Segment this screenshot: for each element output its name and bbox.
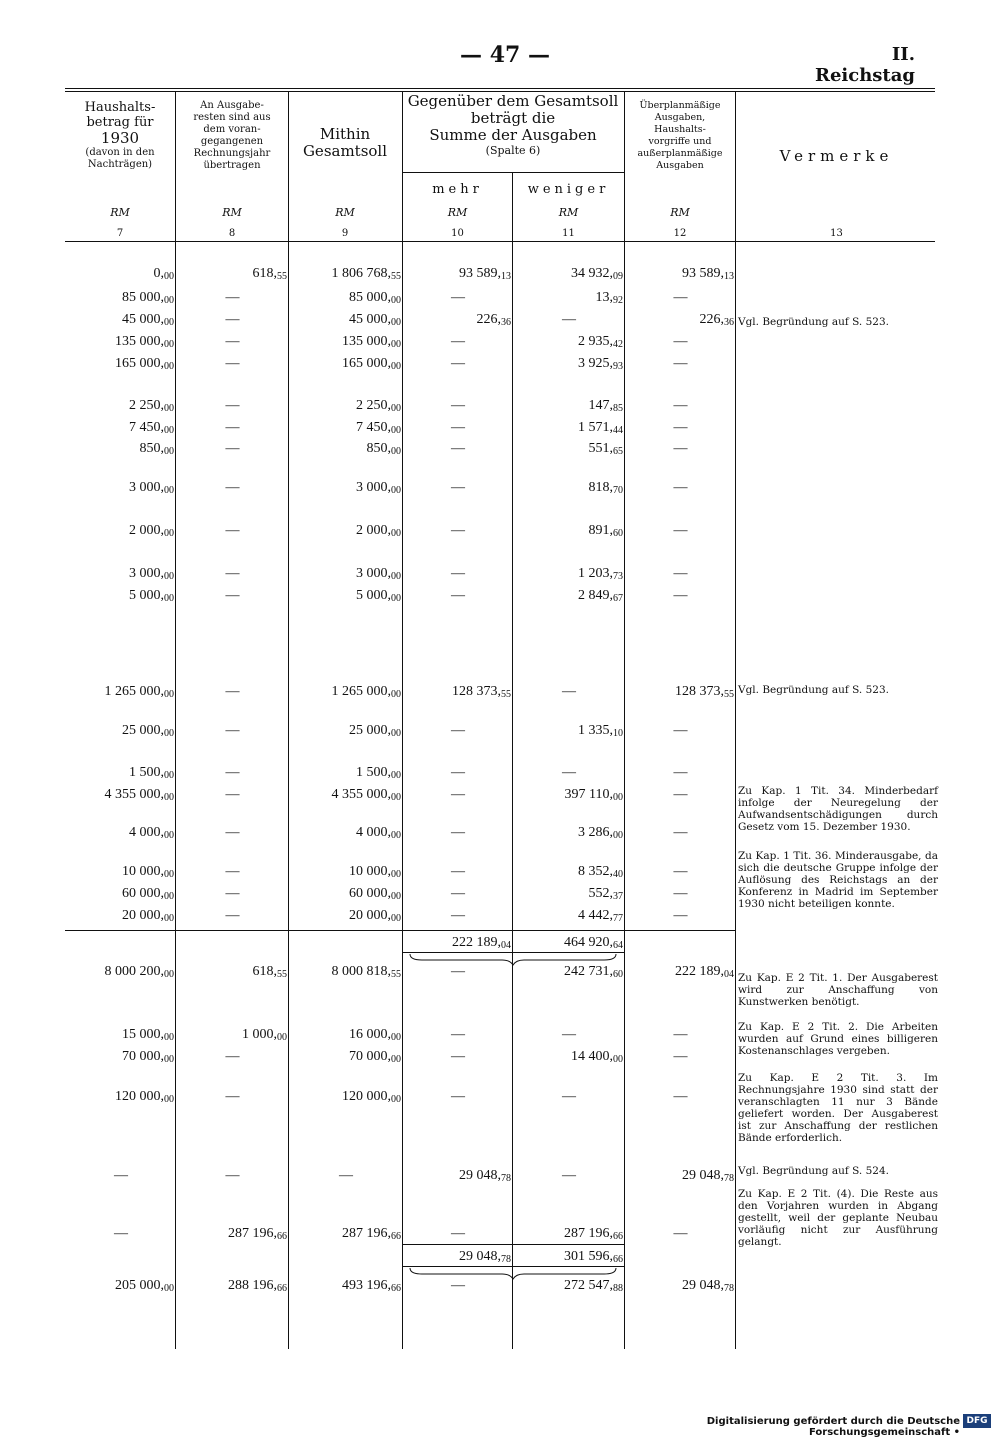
column-number: 11 [562,228,575,239]
table-cell: 34 $932,_{09}$ [571,266,623,282]
column-number: 10 [451,228,464,239]
note: Zu Kap. 1 Tit. 36. Minderausgabe, da sich die deutsche Gruppe infolge der Auflösung des Reichstags an der Konferenz in Madrid im September 1930 nicht beteiligen konnte. [738,850,938,910]
column-number: 12 [673,228,687,239]
table-cell: — [673,825,688,840]
header-text: vorgriffe und [648,136,712,147]
table-cell: — [225,441,240,456]
table-cell: 2 $250,_{00}$ [129,398,174,414]
header-text: Nachträgen) [87,159,153,170]
dfg-logo: DFG [963,1414,991,1428]
table-cell: — [451,480,465,495]
subtotal-rule-right [402,930,735,931]
subtotal2-rule-1 [402,1244,624,1245]
unit-label: RM [222,206,242,219]
table-cell: — [562,1027,576,1042]
table-cell: — [451,765,465,780]
table-cell: 4 $000,_{00}$ [356,825,401,841]
table-cell: 8 000 $818,_{55}$ [331,964,401,980]
note: Zu Kap. E 2 Tit. (4). Die Reste aus den Vorjahren wurden in Abgang gestellt, weil der geplante Neubau vorläufig nicht zur Ausführung gelangt. [738,1188,938,1248]
table-cell: 3 $286,_{00}$ [578,825,623,841]
table-cell: 4 355 $000,_{00}$ [104,787,174,803]
col-divider [175,91,176,1349]
header-text: Gesamtsoll [302,142,388,160]
table-cell: 3 $925,_{93}$ [578,356,623,372]
table-cell: 1 $000,_{00}$ [242,1027,287,1043]
table-cell: — [451,723,465,738]
table-cell: — [114,1168,128,1183]
table-cell: 29 $048,_{78}$ [682,1168,734,1184]
table-cell: 60 $000,_{00}$ [122,886,174,902]
header-text: gegangenen [200,136,264,147]
table-cell: — [673,334,688,349]
table-cell: — [114,1226,128,1241]
table-cell: 135 $000,_{00}$ [342,334,401,350]
table-top-rule [65,88,935,89]
table-cell: — [673,523,688,538]
table-cell: 301 $596,_{66}$ [564,1249,623,1265]
header-text: Rechnungsjahr [193,148,271,159]
table-cell: — [225,312,240,327]
header-col11: weniger [527,182,610,197]
col-divider [402,91,403,1349]
table-cell: — [225,787,240,802]
table-cell: 16 $000,_{00}$ [349,1027,401,1043]
table-cell: — [225,886,240,901]
table-cell: 70 $000,_{00}$ [122,1049,174,1065]
table-cell: 29 $048,_{78}$ [459,1249,511,1265]
table-cell: — [225,1089,240,1104]
table-cell: $552,_{37}$ [588,886,623,902]
table-cell: — [225,523,240,538]
table-cell: — [673,420,688,435]
table-cell: — [451,908,465,923]
table-cell: — [451,356,465,371]
table-cell: 242 $731,_{60}$ [564,964,623,980]
table-cell: — [451,588,465,603]
table-cell: 85 $000,_{00}$ [122,290,174,306]
table-cell: — [451,1049,465,1064]
table-cell: 205 $000,_{00}$ [115,1278,174,1294]
table-cell: $13,_{92}$ [595,290,623,306]
table-cell: — [673,908,688,923]
header-text: außerplanmäßige [637,148,723,159]
table-cell: $551,_{65}$ [588,441,623,457]
table-cell: 8 000 $200,_{00}$ [104,964,174,980]
table-cell: 128 $373,_{55}$ [452,684,511,700]
table-cell: 93 $589,_{13}$ [682,266,734,282]
header-text: Haushalts- [84,100,156,115]
table-cell: — [225,1049,240,1064]
table-cell: — [451,864,465,879]
table-cell: — [225,765,240,780]
table-cell: — [225,864,240,879]
note: Zu Kap. E 2 Tit. 2. Die Arbeiten wurden auf Grund eines billigeren Kostenanschlages vergeben. [738,1021,938,1057]
table-cell: — [673,864,688,879]
header-text: Mithin [319,125,371,143]
table-cell: 1 265 $000,_{00}$ [331,684,401,700]
table-cell: — [225,290,240,305]
table-cell: 5 $000,_{00}$ [356,588,401,604]
unit-label: RM [670,206,690,219]
header-col9 [291,126,399,160]
header-text: betrag für [86,115,154,130]
table-cell: — [225,825,240,840]
table-cell: 8 $352,_{40}$ [578,864,623,880]
table-cell: — [451,886,465,901]
table-cell: 128 $373,_{55}$ [675,684,734,700]
unit-label: RM [558,206,579,219]
table-cell: $0,_{00}$ [153,266,174,282]
table-cell: 1 $500,_{00}$ [356,765,401,781]
table-cell: — [562,312,576,327]
table-cell: 15 $000,_{00}$ [122,1027,174,1043]
table-cell: — [673,1049,688,1064]
table-cell: 10 $000,_{00}$ [349,864,401,880]
table-cell: 3 $000,_{00}$ [129,566,174,582]
table-cell: — [673,1027,688,1042]
note: Zu Kap. E 2 Tit. 3. Im Rechnungsjahre 1930 sind statt der veranschlagten 11 nur 3 Bände geliefert worden. Der Ausgaberest ist zur Anschaffung der restlichen Bände erforderlich. [738,1072,938,1144]
table-cell: 287 $196,_{66}$ [564,1226,623,1242]
header-text: Überplanmäßige [639,100,721,111]
unit-label: RM [447,206,468,219]
table-cell: — [673,588,688,603]
table-cell: — [562,765,576,780]
table-cell: — [451,1089,465,1104]
brace-mark [402,952,624,966]
table-cell: 4 $000,_{00}$ [129,825,174,841]
table-cell: 1 $335,_{10}$ [578,723,623,739]
table-cell: 1 806 $768,_{55}$ [331,266,401,282]
column-number: 8 [228,228,236,239]
header-col8 [178,100,286,172]
column-number: 13 [830,228,843,239]
header-text: (Spalte 6) [485,144,541,157]
table-cell: $850,_{00}$ [366,441,401,457]
table-cell: — [673,290,688,305]
table-cell: 288 $196,_{66}$ [228,1278,287,1294]
note: Vgl. Begründung auf S. 524. [738,1165,889,1177]
table-cell: 5 $000,_{00}$ [129,588,174,604]
table-cell: 2 $849,_{67}$ [578,588,623,604]
mehr-weniger-rule [402,172,624,173]
table-cell: 493 $196,_{66}$ [342,1278,401,1294]
table-cell: — [451,1226,465,1241]
column-number: 7 [116,228,124,239]
table-cell: — [451,566,465,581]
table-cell: 85 $000,_{00}$ [349,290,401,306]
header-text: Ausgaben [656,160,704,171]
header-text: An Ausgabe- [200,100,264,111]
table-cell: 3 $000,_{00}$ [356,566,401,582]
table-cell: $226,_{36}$ [699,312,734,328]
footer-credit: Digitalisierung gefördert durch die Deutsche Forschungsgemeinschaft • [706,1416,960,1438]
table-cell: $850,_{00}$ [139,441,174,457]
table-cell: — [451,420,465,435]
header-text: 1930 [100,129,140,147]
table-cell: — [673,441,688,456]
header-text: dem voran- [203,124,261,135]
table-cell: 60 $000,_{00}$ [349,886,401,902]
table-cell: 4 355 $000,_{00}$ [331,787,401,803]
table-cell: — [562,1168,576,1183]
table-cell: 272 $547,_{88}$ [564,1278,623,1294]
table-cell: — [451,964,465,979]
table-cell: — [225,398,240,413]
table-cell: — [673,787,688,802]
table-cell: 287 $196,_{66}$ [228,1226,287,1242]
header-text: (davon in den [85,147,155,158]
table-cell: — [673,1226,688,1241]
table-cell: 2 $000,_{00}$ [356,523,401,539]
header-text: Ausgaben, [654,112,706,123]
table-cell: 3 $000,_{00}$ [129,480,174,496]
table-cell: 120 $000,_{00}$ [342,1089,401,1105]
header-text: resten sind aus [193,112,271,123]
table-cell: 222 $189,_{04}$ [452,935,511,951]
section-title: II. Reichstag [815,44,915,86]
col-divider [735,91,736,1349]
table-cell: 120 $000,_{00}$ [115,1089,174,1105]
table-cell: 7 $450,_{00}$ [356,420,401,436]
table-cell: — [451,290,465,305]
table-cell: 1 265 $000,_{00}$ [104,684,174,700]
table-cell: 287 $196,_{66}$ [342,1226,401,1242]
table-cell: — [451,398,465,413]
table-cell: — [225,480,240,495]
table-cell: — [451,825,465,840]
table-cell: 2 $250,_{00}$ [356,398,401,414]
header-col10-11 [405,93,621,157]
header-text: Summe der Ausgaben [429,126,597,144]
unit-label: RM [335,206,355,219]
table-cell: — [673,723,688,738]
table-cell: — [451,1278,465,1293]
table-cell: 1 $203,_{73}$ [578,566,623,582]
note: Zu Kap. E 2 Tit. 1. Der Ausgaberest wird zur Anschaffung von Kunstwerken benötigt. [738,972,938,1008]
table-cell: 93 $589,_{13}$ [459,266,511,282]
header-text: Haushalts- [654,124,706,135]
header-col10: mehr [432,182,483,197]
unit-label: RM [110,206,130,219]
header-bottom-rule [65,241,935,242]
table-cell: — [451,334,465,349]
table-cell: — [451,441,465,456]
table-cell: — [451,1027,465,1042]
header-text: übertragen [203,160,261,171]
table-cell: — [673,356,688,371]
table-cell: — [225,334,240,349]
col-divider [288,91,289,1349]
table-cell: 25 $000,_{00}$ [122,723,174,739]
table-cell: 222 $189,_{04}$ [675,964,734,980]
col-divider [512,172,513,1349]
table-cell: — [225,420,240,435]
header-text: beträgt die [470,109,556,127]
table-cell: 397 $110,_{00}$ [564,787,623,803]
header-col12 [627,100,733,172]
table-cell: $818,_{70}$ [588,480,623,496]
brace-mark [402,1266,624,1280]
table-cell: 2 $000,_{00}$ [129,523,174,539]
table-cell: — [339,1168,353,1183]
table-cell: 135 $000,_{00}$ [115,334,174,350]
table-cell: — [562,1089,576,1104]
table-cell: 45 $000,_{00}$ [122,312,174,328]
note: Zu Kap. 1 Tit. 34. Minderbedarf infolge der Neuregelung der Aufwandsentschädigungen durch Gesetz vom 15. Dezember 1930. [738,785,938,833]
table-cell: — [673,886,688,901]
note: Vgl. Begründung auf S. 523. [738,684,889,696]
table-cell: 10 $000,_{00}$ [122,864,174,880]
table-cell: 70 $000,_{00}$ [349,1049,401,1065]
header-col13: Vermerke [779,147,894,165]
table-cell: 165 $000,_{00}$ [115,356,174,372]
table-cell: — [225,684,240,699]
table-cell: $226,_{36}$ [476,312,511,328]
table-cell: — [673,1089,688,1104]
table-cell: — [225,1168,240,1183]
table-cell: $891,_{60}$ [588,523,623,539]
page-number: — 47 — [460,42,550,68]
table-cell: — [562,684,576,699]
table-cell: — [673,765,688,780]
table-cell: 29 $048,_{78}$ [682,1278,734,1294]
table-cell: 3 $000,_{00}$ [356,480,401,496]
table-cell: 25 $000,_{00}$ [349,723,401,739]
col-divider [624,91,625,1349]
table-cell: 165 $000,_{00}$ [342,356,401,372]
table-cell: — [451,787,465,802]
table-cell: 7 $450,_{00}$ [129,420,174,436]
table-cell: — [225,356,240,371]
table-cell: — [225,566,240,581]
table-cell: — [451,523,465,538]
table-cell: 1 $571,_{44}$ [578,420,623,436]
table-cell: 14 $400,_{00}$ [571,1049,623,1065]
table-cell: $618,_{55}$ [252,964,287,980]
header-col7 [68,100,172,171]
table-cell: 20 $000,_{00}$ [349,908,401,924]
table-cell: — [673,480,688,495]
column-number: 9 [341,228,349,239]
table-cell: — [225,723,240,738]
table-cell: 1 $500,_{00}$ [129,765,174,781]
table-cell: 29 $048,_{78}$ [459,1168,511,1184]
table-cell: 20 $000,_{00}$ [122,908,174,924]
table-cell: — [225,908,240,923]
table-cell: 2 $935,_{42}$ [578,334,623,350]
table-cell: $147,_{85}$ [588,398,623,414]
subtotal-rule-left [65,930,405,931]
note: Vgl. Begründung auf S. 523. [738,316,889,328]
table-cell: — [673,566,688,581]
header-text: Gegenüber dem Gesamtsoll [407,92,619,110]
table-cell: — [225,588,240,603]
table-cell: $618,_{55}$ [252,266,287,282]
table-cell: 464 $920,_{64}$ [564,935,623,951]
table-cell: 4 $442,_{77}$ [578,908,623,924]
table-cell: — [673,398,688,413]
table-cell: 45 $000,_{00}$ [349,312,401,328]
